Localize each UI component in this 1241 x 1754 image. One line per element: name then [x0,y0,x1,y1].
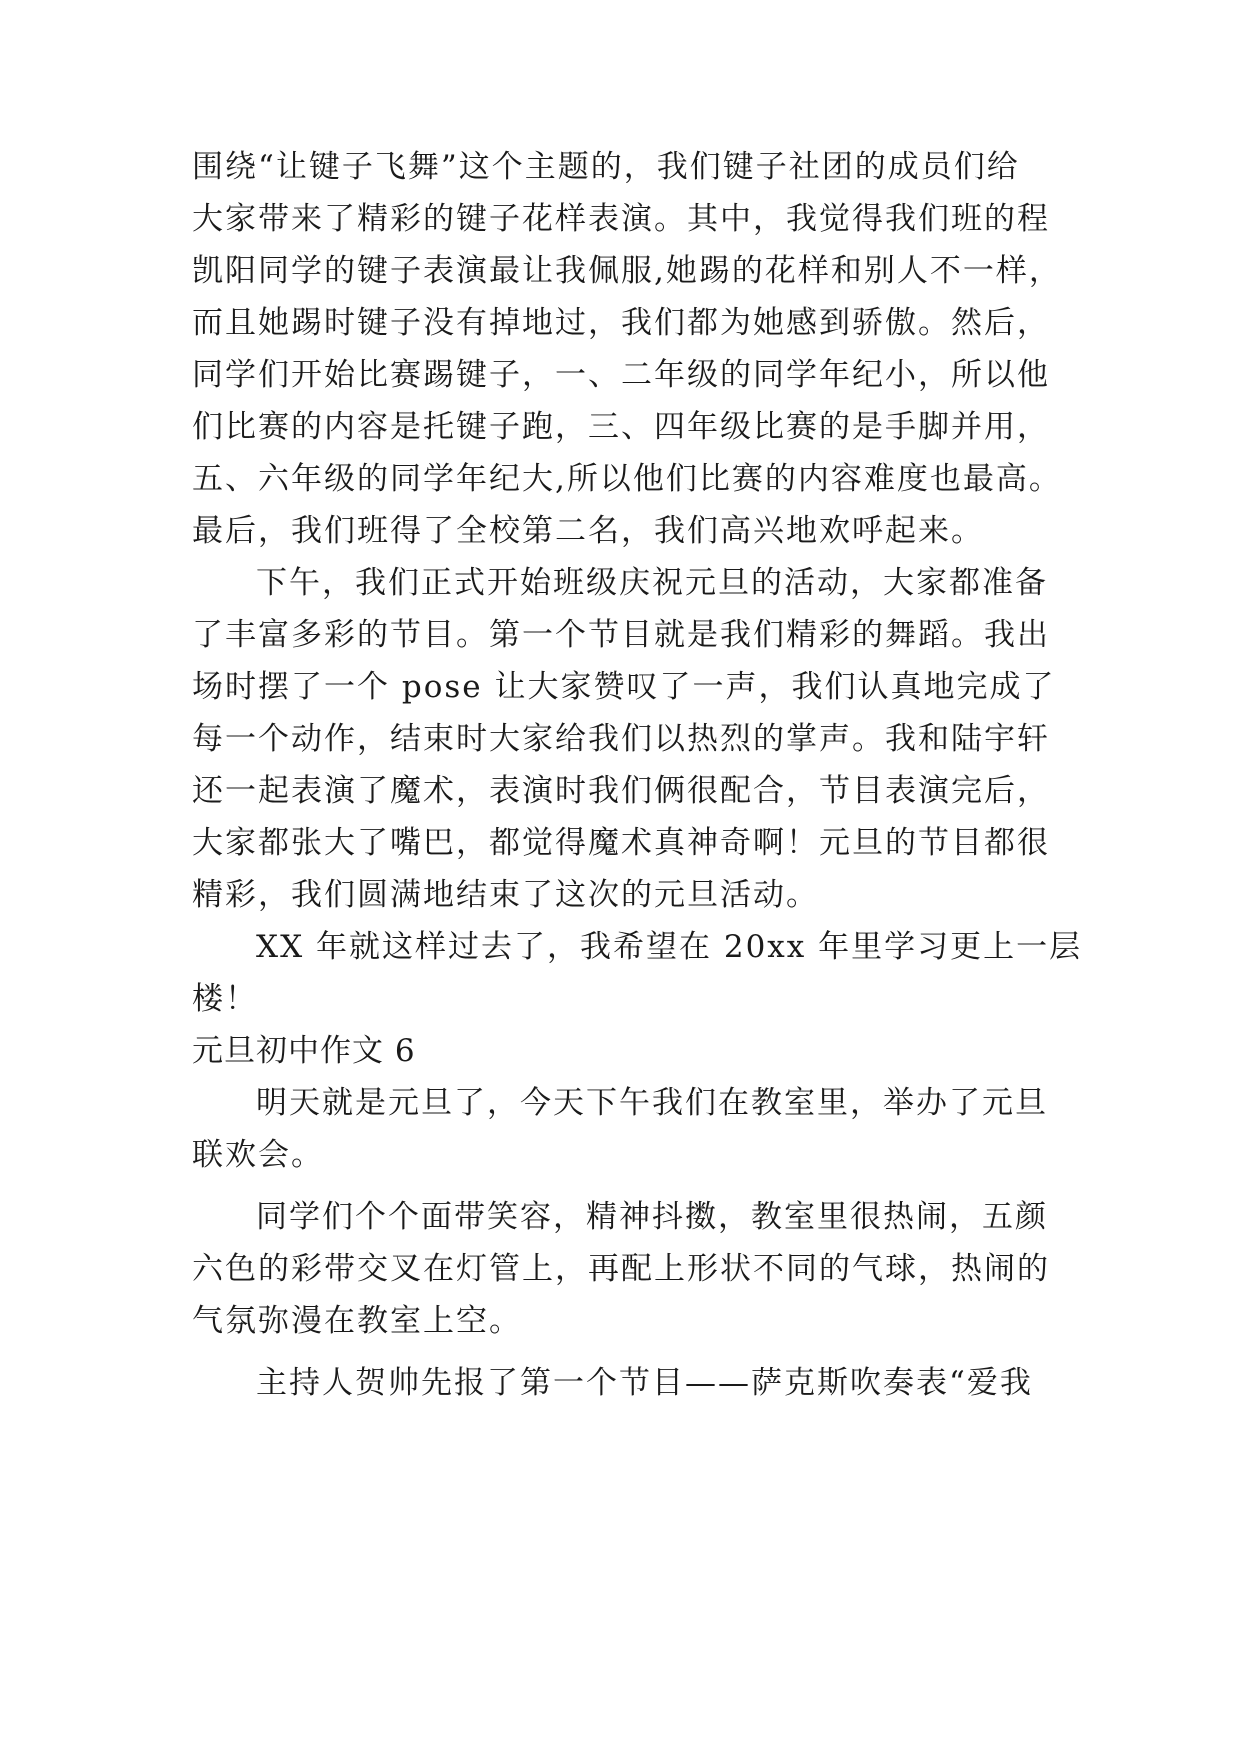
text-line: 大家带来了精彩的键子花样表演。其中，我觉得我们班的程 [192,201,1050,237]
text-line: 凯阳同学的键子表演最让我佩服,她踢的花样和别人不一样， [192,253,1062,289]
text-line: 大家都张大了嘴巴，都觉得魔术真神奇啊！元旦的节目都很 [192,825,1050,861]
text-line: 联欢会。 [192,1137,324,1173]
text-line: 最后，我们班得了全校第二名，我们高兴地欢呼起来。 [192,513,984,549]
paragraph-start-line: 明天就是元旦了，今天下午我们在教室里，举办了元旦 [256,1085,1048,1121]
text-line: 每一个动作，结束时大家给我们以热烈的掌声。我和陆宇轩 [192,721,1050,757]
text-line: 精彩，我们圆满地结束了这次的元旦活动。 [192,877,819,913]
text-line: 而且她踢时键子没有掉地过，我们都为她感到骄傲。然后， [192,305,1050,341]
text-line: 场时摆了一个 pose 让大家赞叹了一声，我们认真地完成了 [192,669,1056,705]
section-heading: 元旦初中作文 6 [192,1033,416,1069]
text-line: 六色的彩带交叉在灯管上，再配上形状不同的气球，热闹的 [192,1251,1050,1287]
text-line: 同学们开始比赛踢键子，一、二年级的同学年纪小，所以他 [192,357,1050,393]
text-line: 了丰富多彩的节目。第一个节目就是我们精彩的舞蹈。我出 [192,617,1050,653]
text-line: 们比赛的内容是托键子跑，三、四年级比赛的是手脚并用， [192,409,1050,445]
text-line: 还一起表演了魔术，表演时我们俩很配合，节目表演完后， [192,773,1050,809]
paragraph-start-line: 下午，我们正式开始班级庆祝元旦的活动，大家都准备 [256,565,1048,601]
text-line: 楼！ [192,981,258,1017]
text-line: 气氛弥漫在教室上空。 [192,1303,522,1339]
paragraph-start-line: 主持人贺帅先报了第一个节目——萨克斯吹奏表“爱我 [256,1365,1033,1401]
text-line: 围绕“让键子飞舞”这个主题的，我们键子社团的成员们给 [192,149,1020,185]
text-line: 五、六年级的同学年纪大,所以他们比赛的内容难度也最高。 [192,461,1062,497]
paragraph-start-line: 同学们个个面带笑容，精神抖擞，教室里很热闹，五颜 [256,1199,1048,1235]
paragraph-start-line: XX 年就这样过去了，我希望在 20xx 年里学习更上一层 [256,929,1083,965]
